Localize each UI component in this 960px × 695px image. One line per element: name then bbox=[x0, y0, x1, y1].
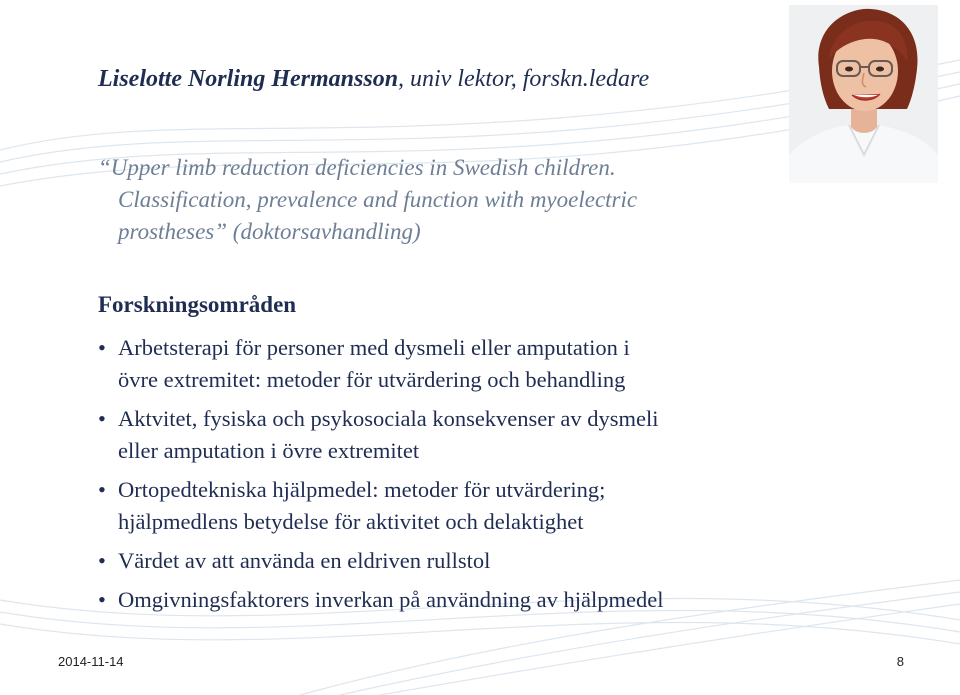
thesis-line-1: “Upper limb reduction deficiencies in Swedish children. bbox=[98, 155, 616, 180]
list-item bbox=[98, 584, 798, 616]
list-item-line: Värdet av att använda en eldriven rullstol bbox=[118, 548, 491, 573]
thesis-line-3: prostheses” (doktorsavhandling) bbox=[118, 219, 421, 244]
bullet-icon: • bbox=[98, 587, 106, 612]
presenter-photo bbox=[789, 5, 938, 183]
list-item-line: eller amputation i övre extremitet bbox=[118, 438, 420, 463]
bullet-icon: • bbox=[98, 548, 106, 573]
page-number: 8 bbox=[896, 654, 904, 669]
list-item-line: övre extremitet: metoder för utvärdering och behandling bbox=[118, 367, 626, 392]
bullet-icon: • bbox=[98, 335, 106, 360]
list-item-line: Ortopedtekniska hjälpmedel: metoder för utvärdering; bbox=[118, 477, 606, 502]
footer-date: 2014-11-14 bbox=[58, 654, 124, 669]
list-item bbox=[98, 545, 798, 577]
presenter-role: , univ lektor, forskn.ledare bbox=[398, 66, 650, 92]
list-item-line: hjälpmedlens betydelse för aktivitet och delaktighet bbox=[118, 509, 584, 534]
list-item-line: Aktvitet, fysiska och psykosociala konsekvenser av dysmeli bbox=[118, 406, 659, 431]
list-item-line: Omgivningsfaktorers inverkan på användning av hjälpmedel bbox=[118, 587, 664, 612]
thesis-title bbox=[98, 152, 778, 248]
list-item bbox=[98, 403, 798, 467]
list-item bbox=[98, 332, 798, 396]
list-item-line: Arbetsterapi för personer med dysmeli eller amputation i bbox=[118, 335, 630, 360]
bullet-icon: • bbox=[98, 406, 106, 431]
thesis-line-2: Classification, prevalence and function with myoelectric bbox=[118, 187, 638, 212]
research-areas-list bbox=[98, 332, 798, 623]
list-item bbox=[98, 474, 798, 538]
presenter-name: Liselotte Norling Hermansson bbox=[98, 66, 399, 92]
bullet-icon: • bbox=[98, 477, 106, 502]
portrait-image bbox=[789, 5, 938, 183]
presenter-heading bbox=[98, 66, 778, 93]
section-title: Forskningsområden bbox=[98, 292, 297, 317]
